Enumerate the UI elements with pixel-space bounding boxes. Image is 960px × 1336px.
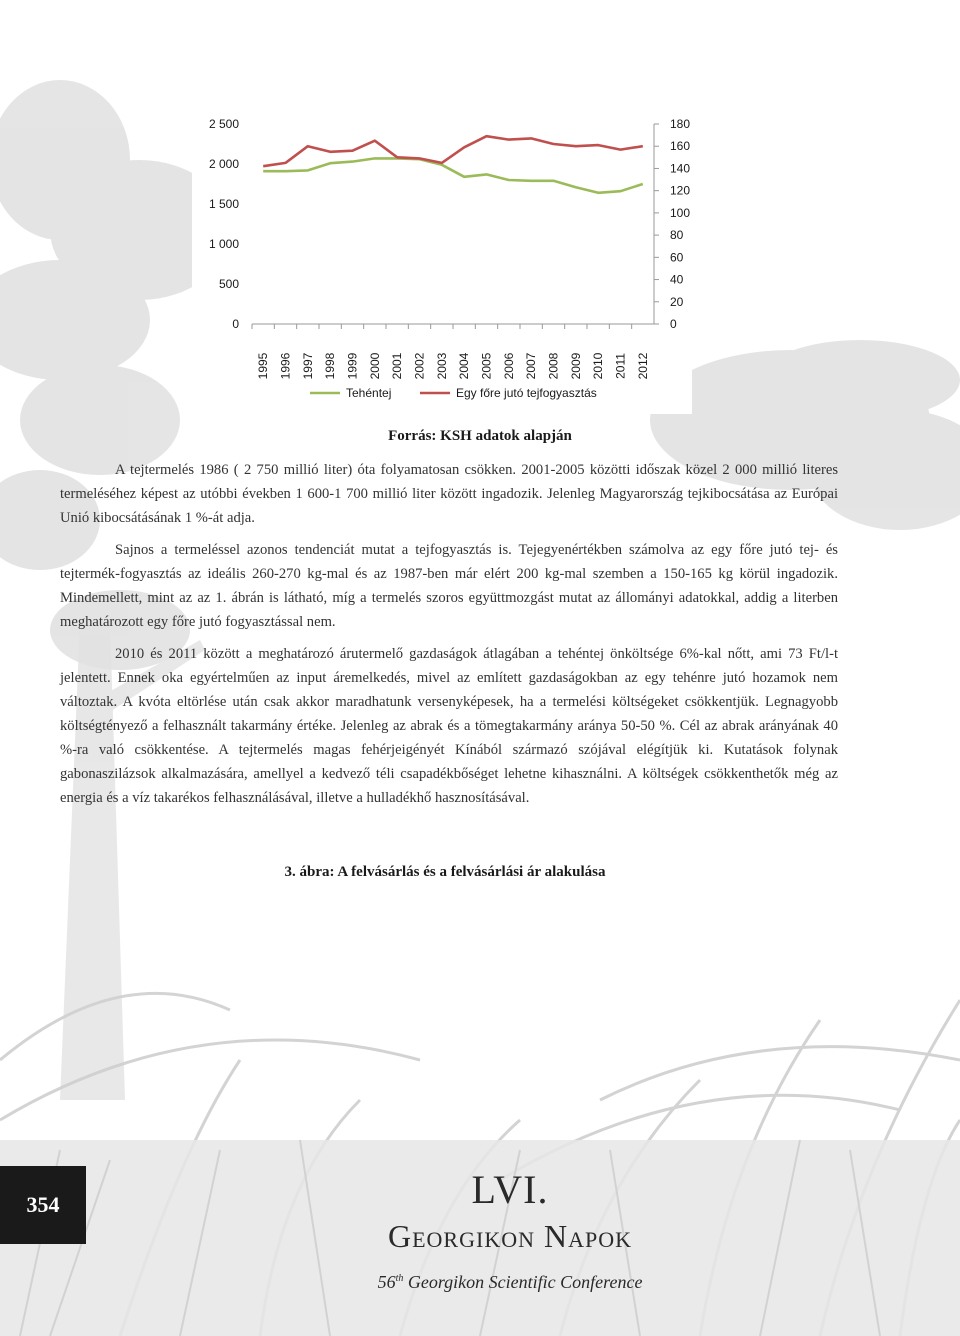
x-tick-label: 2008 [546, 352, 561, 380]
conference-subtitle-number: 56 [377, 1272, 396, 1292]
line-chart-panel [192, 104, 692, 414]
x-tick-label: 2001 [390, 352, 405, 380]
y-right-tick-label: 0 [670, 317, 677, 331]
x-tick-label: 2006 [501, 352, 516, 380]
x-tick-label: 2002 [412, 352, 427, 380]
y-right-tick-label: 60 [670, 250, 684, 265]
x-tick-label: 1998 [323, 352, 338, 380]
source-caption: Forrás: KSH adatok alapján [388, 428, 572, 444]
x-tick-label: 2011 [613, 353, 628, 379]
x-tick-label: 1996 [278, 352, 293, 380]
x-tick-label: 2007 [524, 352, 539, 380]
legend-label-2: Egy főre jutó tejfogyasztás [456, 386, 597, 400]
y-right-tick-label: 20 [670, 294, 684, 309]
x-tick-label: 2010 [591, 352, 606, 380]
y-right-tick-label: 100 [670, 205, 691, 220]
series-line-2 [263, 136, 643, 166]
conference-subtitle-rest: Georgikon Scientific Conference [403, 1272, 643, 1292]
conference-name: Georgikon Napok [388, 1218, 632, 1254]
y-left-tick-label: 1 500 [208, 197, 239, 211]
paragraph-3: 2010 és 2011 között a meghatározó árutermelő gazdaságok átlagában a tehéntej önköltsége 6%-kal nőtt, ami 73 Ft/l-t jelentett. Ennek oka egyértelműen az input áremelkedés, mivel az említett gazdaságokban az egy tehénre jutó hozamok nem változtak. A kvóta eltörlése után csak akkor maradhatunk versenyképesek, ha a termelési költségeket csökkentjük. Legnagyobb költségtényező a felhasznált takarmány értéke. Jelenleg az abrak és a tömegtakarmány aránya 50-50 %. Cél az abrak arányának 40 %-ra való csökkentése. A tejtermelés magas fehérjeigényét Kínából származó szójával elégítjük ki. Kutatások folynak gabonaszilázsok alkalmazására, amellyel a kedvező téli csapadékbőséget lehetne kihasználni. A költségek csökkenthetők még az energia és a víz takarékos felhasználásával, illetve a hulladékhő hasznosításával. [60, 646, 838, 806]
paragraph-2: Sajnos a termeléssel azonos tendenciát mutat a tejfogyasztás is. Tejegyenértékben számolva az egy főre jutó tej- és tejtermék-fogyasztás az ideális 260-270 kg-mal és az 1987-ben már elért 200 kg-mal szemben a 150-165 kg körül ingadozik. Mindemellett, mint az az 1. ábrán is látható, míg a termelés szoros együttmozgást mutat az állományi adatokkal, addig a literben meghatározott egy főre jutó fogyasztással nem. [60, 542, 838, 630]
paragraph-1: A tejtermelés 1986 ( 2 750 millió liter) óta folyamatosan csökken. 2001-2005 közötti időszak közel 2 000 millió literes termeléséhez képest az utóbbi években 1 600-1 700 millió liter között ingadozik. Jelenleg Magyarország tejkibocsátása az Európai Unió kibocsátásának 1 %-át adja. [60, 462, 838, 526]
body-text [60, 458, 838, 818]
series-line-1 [263, 158, 643, 192]
y-right-tick-label: 120 [670, 183, 691, 198]
y-right-tick-label: 40 [670, 272, 684, 287]
x-tick-label: 1995 [256, 352, 271, 380]
y-right-tick-label: 160 [670, 139, 691, 154]
page-number: 354 [0, 1166, 86, 1244]
conference-subtitle-suffix: th [395, 1273, 404, 1284]
x-tick-label: 2009 [568, 352, 583, 380]
x-tick-label: 1997 [300, 352, 315, 380]
y-left-tick-label: 2 500 [208, 117, 239, 131]
y-left-tick-label: 500 [218, 277, 239, 291]
x-tick-label: 2005 [479, 352, 494, 380]
y-right-tick-label: 140 [670, 161, 691, 176]
x-tick-label: 2000 [367, 352, 382, 380]
x-tick-label: 1999 [345, 352, 360, 380]
y-right-tick-label: 80 [670, 228, 684, 243]
y-right-tick-label: 180 [670, 117, 691, 131]
y-left-tick-label: 1 000 [208, 237, 239, 251]
conference-roman-numeral: LVI. [471, 1167, 549, 1212]
y-left-tick-label: 0 [232, 317, 239, 331]
conference-subtitle [290, 1272, 730, 1293]
x-tick-label: 2004 [457, 352, 472, 380]
x-tick-label: 2003 [434, 352, 449, 380]
line-chart [192, 104, 692, 414]
figure-caption: 3. ábra: A felvásárlás és a felvásárlási ár alakulása [284, 864, 606, 880]
x-tick-label: 2012 [635, 352, 650, 380]
y-left-tick-label: 2 000 [208, 157, 239, 171]
legend-label-1: Tehéntej [346, 386, 392, 400]
